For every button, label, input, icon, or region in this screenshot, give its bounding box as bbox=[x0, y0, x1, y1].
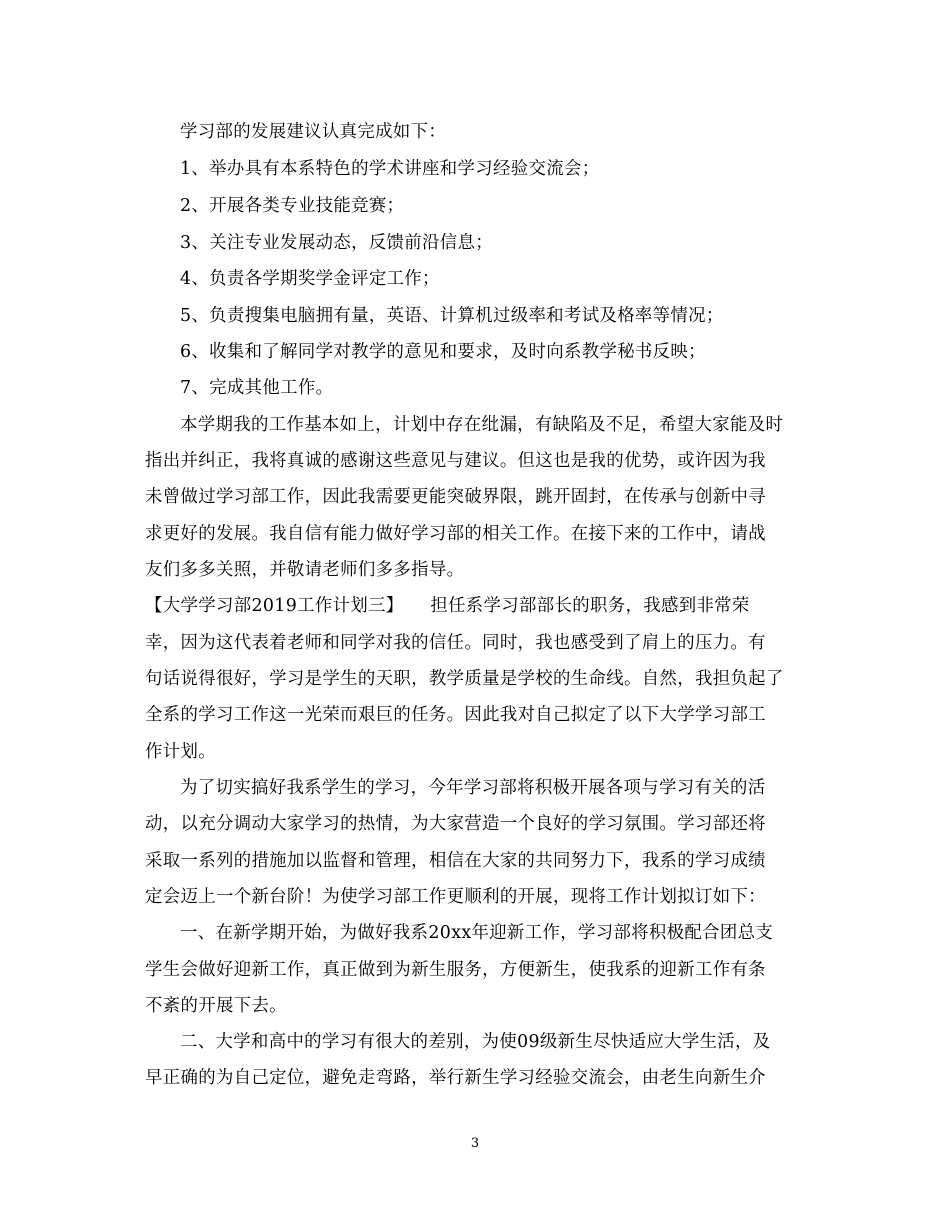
list-item: 1、举办具有本系特色的学术讲座和学习经验交流会； bbox=[180, 159, 600, 179]
list-item: 5、负责搜集电脑拥有量，英语、计算机过级率和考试及格率等情况； bbox=[180, 306, 724, 326]
text-line: 早正确的为自己定位，避免走弯路，举行新生学习经验交流会，由老生向新生介 bbox=[145, 1068, 766, 1088]
text-line: 全系的学习工作这一光荣而艰巨的任务。因此我对自己拟定了以下大学学习部工 bbox=[145, 705, 766, 725]
section-heading-line: 【大学学习部2019工作计划三】 担任系学习部部长的职务，我感到非常荣 bbox=[145, 596, 750, 616]
text-line: 定会迈上一个新台阶！为使学习部工作更顺利的开展，现将工作计划拟订如下： bbox=[145, 887, 766, 907]
text-line: 为了切实搞好我系学生的学习，今年学习部将积极开展各项与学习有关的活 bbox=[180, 778, 766, 798]
text-line: 不紊的开展下去。 bbox=[145, 996, 287, 1016]
text-line: 本学期我的工作基本如上，计划中存在纰漏，有缺陷及不足，希望大家能及时 bbox=[180, 415, 784, 435]
text-line: 幸，因为这代表着老师和同学对我的信任。同时，我也感受到了肩上的压力。有 bbox=[145, 633, 766, 653]
list-item: 4、负责各学期奖学金评定工作； bbox=[180, 269, 440, 289]
text-line: 友们多多关照，并敬请老师们多多指导。 bbox=[145, 560, 465, 580]
list-item: 3、关注专业发展动态，反馈前沿信息； bbox=[180, 233, 494, 253]
text-line: 学习部的发展建议认真完成如下： bbox=[180, 122, 447, 142]
text-line: 作计划。 bbox=[145, 742, 216, 762]
list-item: 2、开展各类专业技能竞赛； bbox=[180, 196, 405, 216]
text-line: 求更好的发展。我自信有能力做好学习部的相关工作。在接下来的工作中，请战 bbox=[145, 524, 766, 544]
text-line: 句话说得很好，学习是学生的天职，教学质量是学校的生命线。自然，我担负起了 bbox=[145, 669, 784, 689]
list-item: 6、收集和了解同学对教学的意见和要求，及时向系教学秘书反映； bbox=[180, 342, 706, 362]
text-line: 二、大学和高中的学习有很大的差别，为使09级新生尽快适应大学生活，及 bbox=[180, 1032, 771, 1052]
text-line: 动，以充分调动大家学习的热情，为大家营造一个良好的学习氛围。学习部还将 bbox=[145, 814, 766, 834]
text-line: 学生会做好迎新工作，真正做到为新生服务，方便新生，使我系的迎新工作有条 bbox=[145, 960, 766, 980]
text-line: 未曾做过学习部工作，因此我需要更能突破界限，跳开固封，在传承与创新中寻 bbox=[145, 487, 766, 507]
text-line: 一、在新学期开始，为做好我系20xx年迎新工作，学习部将积极配合团总支 bbox=[180, 923, 774, 943]
page-number: 3 bbox=[470, 1136, 480, 1151]
list-item: 7、完成其他工作。 bbox=[180, 378, 334, 398]
text-line: 指出并纠正，我将真诚的感谢这些意见与建议。但这也是我的优势，或许因为我 bbox=[145, 451, 766, 471]
text-line: 采取一系列的措施加以监督和管理，相信在大家的共同努力下，我系的学习成绩 bbox=[145, 851, 766, 871]
